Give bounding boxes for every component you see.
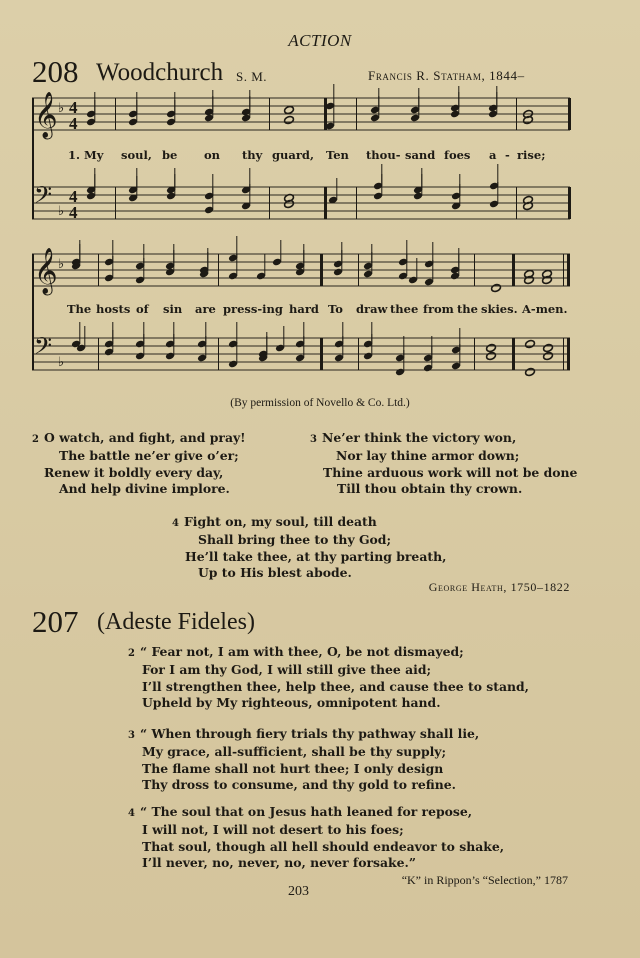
verse-line: Upheld by My righteous, omnipotent hand. bbox=[142, 695, 441, 711]
verse-line: I’ll never, no, never, no, never forsake.” bbox=[142, 855, 416, 871]
time-signature-bottom: 4 bbox=[69, 203, 78, 222]
time-signature-top: 4 bbox=[69, 187, 78, 206]
lyric-syllable: hard bbox=[289, 302, 319, 316]
lyric-syllable: skies. bbox=[481, 302, 518, 316]
barline bbox=[356, 187, 357, 219]
verse-line: O watch, and fight, and pray! bbox=[44, 430, 246, 445]
bass-clef-icon: 𝄢 bbox=[34, 332, 53, 365]
half-note-head bbox=[525, 367, 536, 376]
verse-line: Renew it boldly every day, bbox=[44, 464, 224, 480]
lyric-syllable: sand bbox=[405, 148, 436, 162]
treble-clef-icon: 𝄞 bbox=[34, 92, 58, 138]
verse-line: Nor lay thine armor down; bbox=[336, 448, 520, 464]
lyric-syllable: of bbox=[136, 302, 149, 316]
barline bbox=[563, 254, 564, 286]
lyric-syllable: The bbox=[67, 302, 92, 316]
lyric-syllable: on bbox=[204, 148, 221, 162]
half-note-head bbox=[486, 343, 497, 352]
lyric-syllable: thy bbox=[242, 148, 263, 162]
lyric-syllable: rise; bbox=[517, 148, 546, 162]
lyric-syllable: thee bbox=[390, 302, 419, 316]
barline bbox=[115, 187, 116, 219]
hymn-208-verse-4 bbox=[172, 514, 446, 582]
barline bbox=[320, 254, 323, 286]
verse-number: 2 bbox=[32, 434, 39, 445]
barline bbox=[218, 254, 219, 286]
barline bbox=[115, 98, 116, 130]
barline bbox=[563, 338, 564, 370]
clefs bbox=[34, 92, 78, 370]
verse-line: “ The soul that on Jesus hath leaned for repose, bbox=[140, 804, 473, 819]
half-note-head bbox=[486, 351, 497, 360]
verse-line: I’ll strengthen thee, help thee, and cause thee to stand, bbox=[142, 678, 529, 694]
barline bbox=[98, 338, 99, 370]
hymn-208-tune-name: Woodchurch bbox=[96, 59, 224, 86]
hymn-208-composer: Francis R. Statham, 1844– bbox=[368, 68, 525, 83]
verse-line: Thine arduous work will not be done bbox=[323, 464, 578, 480]
flat-key-signature-icon: ♭ bbox=[58, 204, 65, 219]
lyric-syllable: foes bbox=[444, 148, 471, 162]
verse-line: Shall bring thee to thy God; bbox=[198, 532, 392, 548]
lyric-syllable: 1. My bbox=[68, 148, 104, 162]
barline bbox=[512, 338, 515, 370]
barline bbox=[567, 254, 570, 286]
barline bbox=[324, 187, 327, 219]
lyric-syllable: a bbox=[489, 148, 497, 162]
barline bbox=[474, 254, 475, 286]
half-note-head bbox=[543, 351, 554, 360]
lyric-syllable: soul, bbox=[121, 148, 152, 162]
barline bbox=[98, 254, 99, 286]
lyric-syllable: be bbox=[162, 148, 178, 162]
lyric-syllable: - bbox=[505, 148, 510, 162]
treble-clef-icon: 𝄞 bbox=[34, 248, 58, 294]
music-score bbox=[0, 0, 640, 400]
half-note-head bbox=[543, 343, 554, 352]
hymn-207-number: 207 bbox=[32, 604, 79, 639]
barline bbox=[516, 98, 517, 130]
verse-line: Till thou obtain thy crown. bbox=[337, 481, 523, 497]
barline bbox=[320, 338, 323, 370]
hymn-208-verse-3 bbox=[310, 430, 577, 498]
barline bbox=[358, 254, 359, 286]
verse-line: Up to His blest abode. bbox=[198, 565, 352, 581]
half-note-head bbox=[284, 105, 295, 114]
half-note-head bbox=[525, 339, 536, 348]
lyric-syllable: hosts bbox=[96, 302, 131, 316]
notes bbox=[71, 84, 553, 377]
bass-clef-icon: 𝄢 bbox=[34, 181, 53, 214]
lyric-syllable: Ten bbox=[326, 148, 349, 162]
hymn-207-verse-3 bbox=[128, 726, 479, 794]
hymn-208-verse-2 bbox=[32, 430, 246, 498]
verse-line: For I am thy God, I will still give thee aid; bbox=[142, 662, 432, 678]
lyric-syllable: from bbox=[423, 302, 454, 316]
flat-key-signature-icon: ♭ bbox=[58, 355, 65, 370]
barline bbox=[568, 98, 571, 130]
verse-line: That soul, though all hell should endeavor to shake, bbox=[142, 838, 505, 854]
barline bbox=[358, 338, 359, 370]
verse-line: “ When through fiery trials thy pathway shall lie, bbox=[140, 726, 480, 741]
lyric-syllable: A-men. bbox=[522, 302, 568, 316]
barline bbox=[269, 187, 270, 219]
verse-number: 4 bbox=[172, 518, 179, 529]
barline bbox=[474, 338, 475, 370]
verse-line: My grace, all-sufficient, shall be thy supply; bbox=[142, 744, 447, 760]
hymn-207-verse-2 bbox=[128, 644, 529, 712]
lyric-syllable: the bbox=[457, 302, 478, 316]
barline bbox=[356, 98, 357, 130]
hymn-208-author: George Heath, 1750–1822 bbox=[428, 580, 570, 594]
verse-line: The flame shall not hurt thee; I only design bbox=[142, 760, 444, 776]
system-2-lyrics bbox=[0, 302, 640, 318]
lyric-syllable: are bbox=[195, 302, 216, 316]
verse-number: 3 bbox=[310, 434, 317, 445]
flat-key-signature-icon: ♭ bbox=[58, 101, 65, 116]
lyric-syllable: sin bbox=[163, 302, 183, 316]
barline bbox=[269, 98, 270, 130]
barline bbox=[567, 338, 570, 370]
section-header: ACTION bbox=[288, 31, 352, 50]
lyric-syllable: draw bbox=[356, 302, 388, 316]
hymn-207-author: “K” in Rippon’s “Selection,” 1787 bbox=[401, 873, 568, 887]
hymn-208-meter: S. M. bbox=[236, 69, 268, 84]
lyric-syllable: guard, bbox=[272, 148, 314, 162]
barline bbox=[516, 187, 517, 219]
barline bbox=[568, 187, 571, 219]
verse-number: 3 bbox=[128, 730, 135, 741]
flat-key-signature-icon: ♭ bbox=[58, 257, 65, 272]
hymn-208-number: 208 bbox=[32, 54, 79, 89]
barline bbox=[512, 254, 515, 286]
verse-number: 2 bbox=[128, 648, 135, 659]
verse-line: The battle ne’er give o’er; bbox=[59, 448, 239, 464]
hymn-207-tune-name: (Adeste Fideles) bbox=[97, 609, 255, 635]
verse-line: “ Fear not, I am with thee, O, be not dismayed; bbox=[140, 644, 464, 659]
system-1-lyrics bbox=[0, 148, 640, 164]
page-number: 203 bbox=[288, 884, 309, 899]
time-signature-bottom: 4 bbox=[69, 114, 78, 133]
barline bbox=[218, 338, 219, 370]
verse-number: 4 bbox=[128, 808, 135, 819]
permission-note: (By permission of Novello & Co. Ltd.) bbox=[230, 397, 410, 409]
lyric-syllable: press-ing bbox=[223, 302, 283, 316]
verse-line: I will not, I will not desert to his foes; bbox=[142, 822, 404, 838]
half-note-head bbox=[284, 115, 295, 124]
verse-line: Fight on, my soul, till death bbox=[184, 514, 377, 529]
verse-line: Ne’er think the victory won, bbox=[322, 430, 517, 445]
verse-line: He’ll take thee, at thy parting breath, bbox=[185, 548, 447, 564]
lyric-syllable: thou- bbox=[366, 148, 401, 162]
lyric-syllable: To bbox=[328, 302, 343, 316]
verse-line: And help divine implore. bbox=[59, 481, 230, 497]
half-note-head bbox=[491, 283, 502, 292]
time-signature-top: 4 bbox=[69, 98, 78, 117]
hymn-207-verse-4 bbox=[128, 804, 504, 872]
verse-line: Thy dross to consume, and thy gold to refine. bbox=[142, 777, 456, 793]
